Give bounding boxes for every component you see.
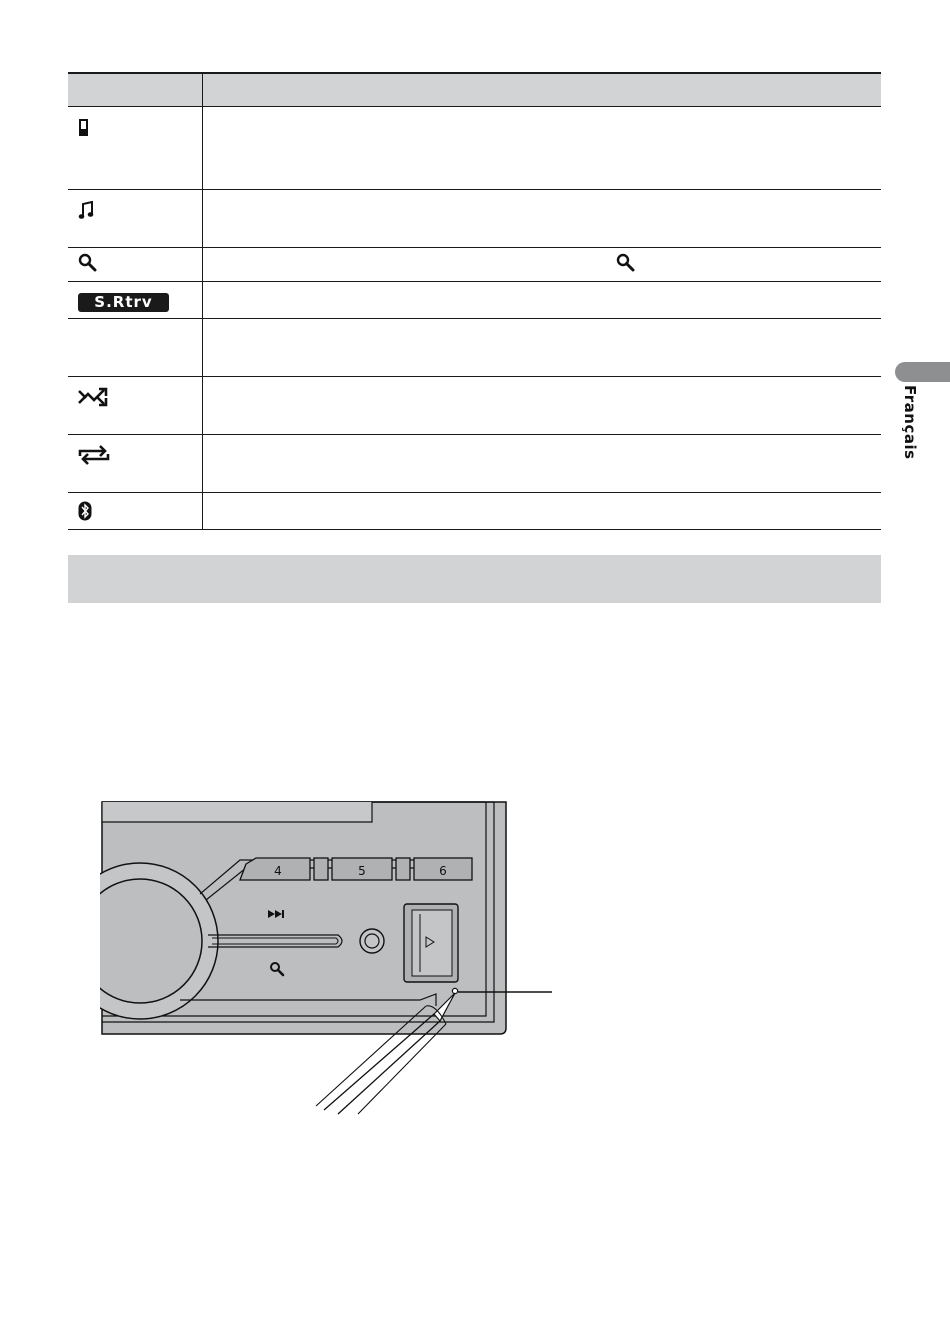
preset-button-6: [414, 858, 472, 880]
language-tab: [895, 362, 950, 382]
bluetooth-icon: [78, 501, 92, 521]
reset-hole: [452, 988, 457, 993]
table-row: [68, 319, 881, 377]
preset-5-label: 5: [358, 864, 366, 878]
search-icon: [616, 253, 636, 273]
eject-button: [404, 904, 458, 982]
icon-cell: [68, 248, 202, 281]
table-row: [68, 248, 881, 282]
icon-cell: [68, 493, 202, 529]
preset-button-5: [332, 858, 392, 880]
icon-cell: [68, 282, 202, 318]
section-heading-band: [68, 555, 881, 603]
icon-cell: [68, 190, 202, 247]
table-row: [68, 493, 881, 530]
shuffle-icon: [78, 387, 112, 407]
table-row: [68, 435, 881, 493]
srtrv-badge: S.Rtrv: [78, 293, 169, 312]
reset-button-illustration: [100, 798, 560, 1118]
preset-spacer: [396, 858, 410, 880]
aux-jack-icon: [360, 929, 384, 953]
preset-4-label: 4: [274, 864, 282, 878]
icon-cell: [68, 435, 202, 492]
table-header-divider: [202, 74, 203, 106]
preset-6-label: 6: [439, 864, 447, 878]
icon-cell: [68, 377, 202, 434]
table-row: [68, 377, 881, 435]
search-icon: [78, 253, 98, 273]
table-row: [68, 107, 881, 190]
preset-button-4: [240, 858, 310, 880]
display-window: [102, 802, 372, 822]
icon-cell: [68, 107, 202, 189]
repeat-icon: [78, 444, 110, 466]
language-tab-label: Français: [901, 385, 919, 460]
music-note-icon: [78, 201, 96, 221]
table-header: [68, 74, 881, 106]
phone-icon: [78, 119, 90, 137]
table-row: [68, 190, 881, 248]
icon-cell: [68, 319, 202, 376]
table-row: [68, 282, 881, 319]
preset-spacer: [314, 858, 328, 880]
